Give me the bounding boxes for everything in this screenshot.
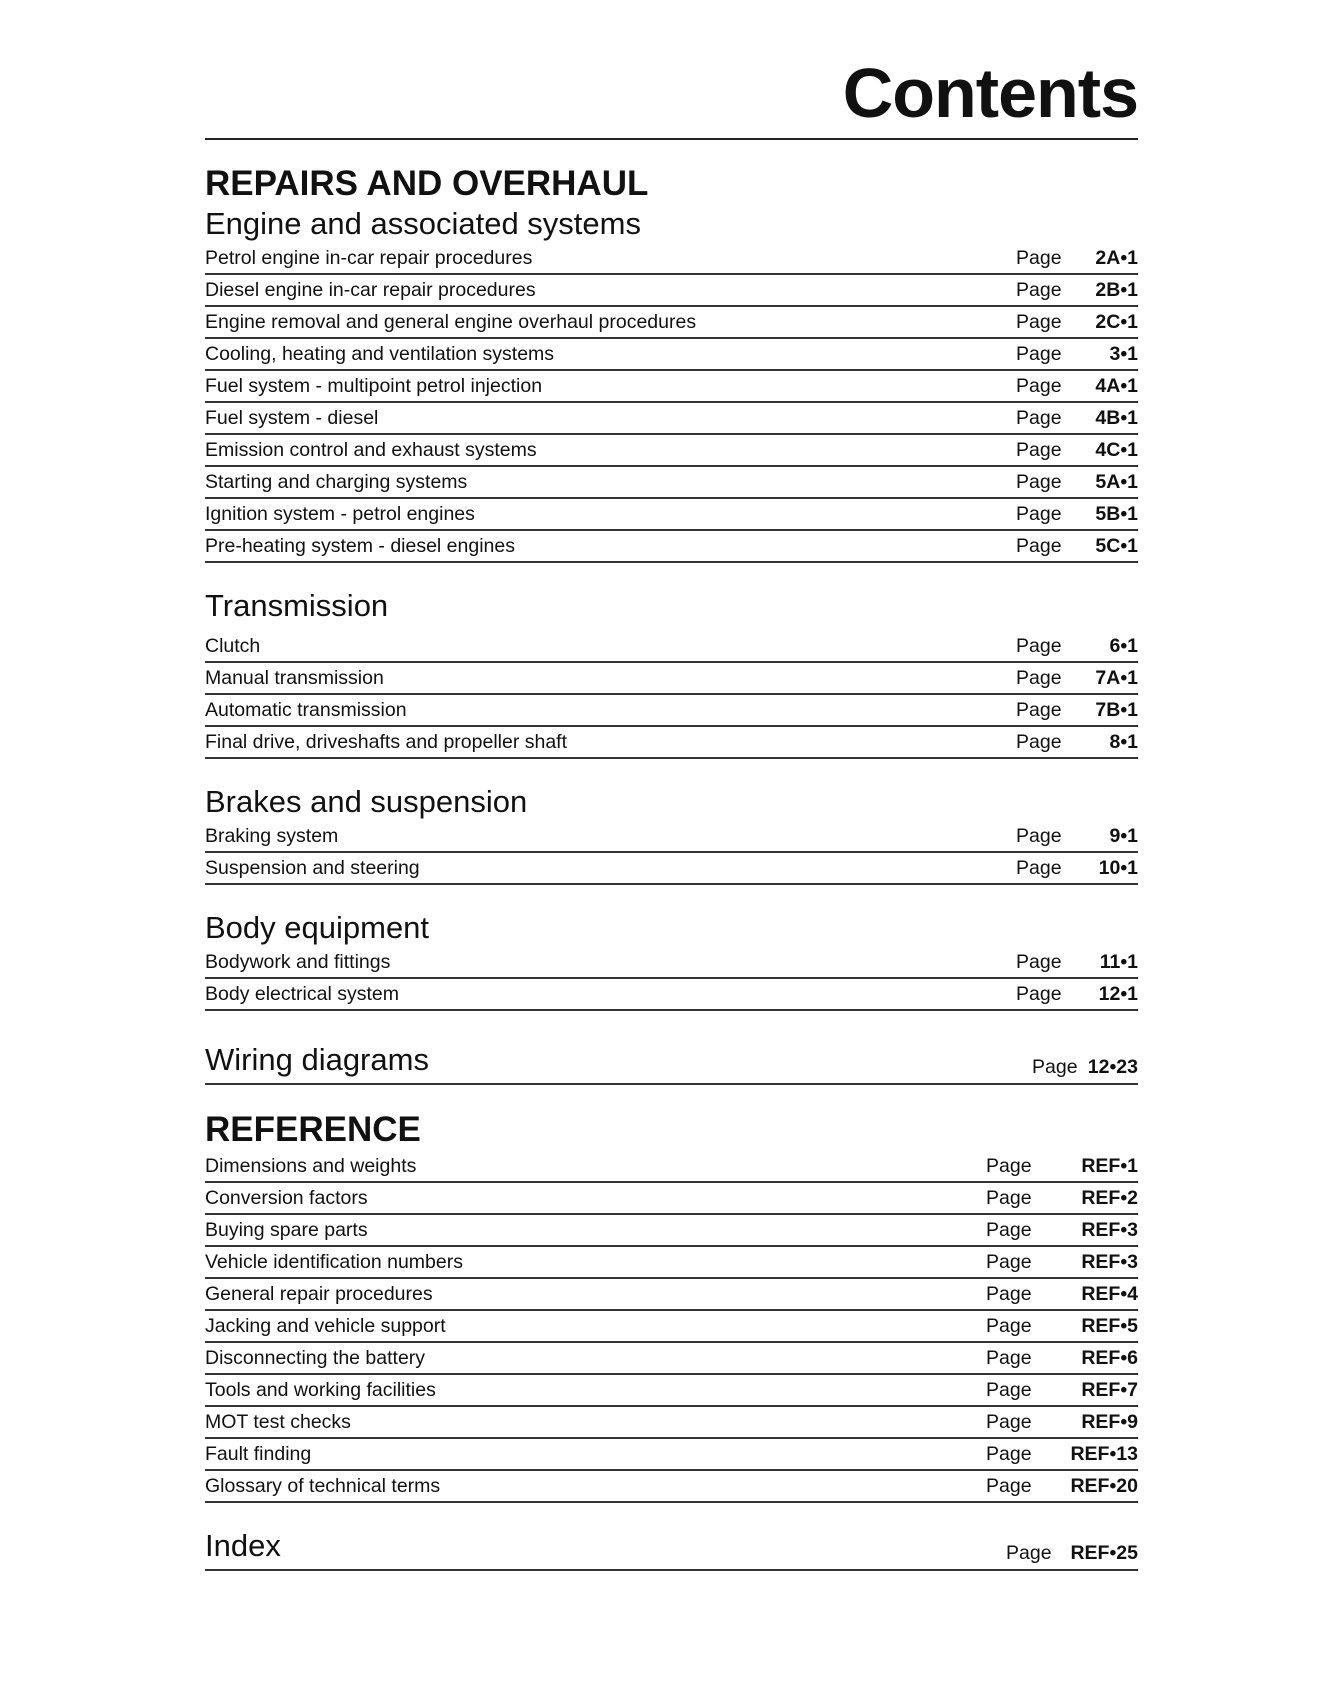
entry-list	[205, 947, 1138, 1011]
page-number: REF•9	[1081, 1411, 1138, 1433]
page-word: Page	[1016, 407, 1062, 429]
page-number: REF•3	[1081, 1219, 1138, 1241]
page-word: Page	[1016, 825, 1062, 847]
entry-title: Dimensions and weights	[205, 1155, 417, 1177]
group-heading: Engine and associated systems	[205, 206, 641, 241]
entry-title: Buying spare parts	[205, 1219, 368, 1241]
page-word: Page	[986, 1219, 1032, 1241]
group-heading: Transmission	[205, 588, 389, 623]
contents-entry	[205, 1439, 1138, 1471]
page-word: Page	[986, 1379, 1032, 1401]
group-heading: Brakes and suspension	[205, 784, 528, 819]
entry-title: Engine removal and general engine overhaul procedures	[205, 311, 697, 333]
page-word: Page	[986, 1187, 1032, 1209]
page-title: Contents	[842, 54, 1138, 132]
page-number: 7A•1	[1095, 667, 1138, 689]
page-number: 10•1	[1098, 857, 1138, 879]
page-word: Page	[1016, 951, 1062, 973]
page-number: REF•4	[1081, 1283, 1138, 1305]
page-number: 12•23	[1087, 1056, 1138, 1078]
entry-title: Manual transmission	[205, 667, 384, 689]
entry-title: Braking system	[205, 825, 339, 847]
reference-heading: REFERENCE	[205, 1110, 421, 1149]
page-number: REF•7	[1081, 1379, 1138, 1401]
contents-entry	[205, 467, 1138, 499]
page-number: REF•2	[1081, 1187, 1138, 1209]
page-number: 3•1	[1109, 343, 1138, 365]
page-number: 2B•1	[1095, 279, 1138, 301]
entry-title: Fuel system - multipoint petrol injection	[205, 375, 543, 397]
entry-title: Starting and charging systems	[205, 471, 468, 493]
page-word: Page	[1016, 857, 1062, 879]
page-number: REF•1	[1081, 1155, 1138, 1177]
page-number: REF•6	[1081, 1347, 1138, 1369]
page-word: Page	[986, 1315, 1032, 1337]
page-word: Page	[1016, 635, 1062, 657]
page-number: REF•3	[1081, 1251, 1138, 1273]
entry-title: Suspension and steering	[205, 857, 420, 879]
contents-entry	[205, 1311, 1138, 1343]
contents-entry	[205, 243, 1138, 275]
contents-entry	[205, 1471, 1138, 1503]
entry-title: Clutch	[205, 635, 261, 657]
entry-title: Final drive, driveshafts and propeller shaft	[205, 731, 568, 753]
contents-entry	[205, 979, 1138, 1011]
entry-list	[205, 821, 1138, 885]
page-word: Page	[1016, 699, 1062, 721]
index-heading: Index	[205, 1528, 281, 1563]
page-number: 12•1	[1098, 983, 1138, 1005]
wiring-diagrams-entry	[205, 1035, 1138, 1085]
page-word: Page	[1016, 247, 1062, 269]
page-word: Page	[1016, 439, 1062, 461]
contents-entry	[205, 631, 1138, 663]
group-body	[205, 909, 1138, 1011]
contents-entry	[205, 307, 1138, 339]
page-number: 4A•1	[1095, 375, 1138, 397]
page-number: 7B•1	[1095, 699, 1138, 721]
entry-list	[205, 243, 1138, 563]
contents-entry	[205, 531, 1138, 563]
entry-title: Bodywork and fittings	[205, 951, 391, 973]
wiring-heading: Wiring diagrams	[205, 1042, 429, 1077]
repairs-heading: REPAIRS AND OVERHAUL	[205, 164, 649, 203]
page-word: Page	[1032, 1056, 1078, 1078]
page-number: REF•25	[1070, 1542, 1138, 1564]
page-word: Page	[986, 1475, 1032, 1497]
contents-entry	[205, 1151, 1138, 1183]
contents-entry	[205, 947, 1138, 979]
page-number: REF•5	[1081, 1315, 1138, 1337]
page-number: 8•1	[1109, 731, 1138, 753]
contents-entry	[205, 727, 1138, 759]
entry-title: Jacking and vehicle support	[205, 1315, 446, 1337]
contents-entry	[205, 1407, 1138, 1439]
contents-entry	[205, 695, 1138, 727]
group-heading: Body equipment	[205, 910, 430, 945]
contents-entry	[205, 339, 1138, 371]
page-number: 11•1	[1099, 951, 1138, 973]
entry-title: Petrol engine in-car repair procedures	[205, 247, 533, 269]
contents-entry	[205, 499, 1138, 531]
page-number: 4B•1	[1095, 407, 1138, 429]
page-word: Page	[1006, 1542, 1052, 1564]
page-word: Page	[1016, 731, 1062, 753]
page-word: Page	[986, 1443, 1032, 1465]
contents-entry	[205, 821, 1138, 853]
contents-body	[205, 163, 1138, 1571]
page-number: 4C•1	[1095, 439, 1138, 461]
entry-list	[205, 631, 1138, 759]
entry-title: Cooling, heating and ventilation systems	[205, 343, 555, 365]
title-rule	[205, 138, 1138, 140]
page-word: Page	[1016, 375, 1062, 397]
page-word: Page	[1016, 471, 1062, 493]
page-word: Page	[986, 1155, 1032, 1177]
page-number: 2C•1	[1095, 311, 1138, 333]
group-transmission	[205, 581, 1138, 759]
entry-list	[205, 1151, 1138, 1503]
entry-title: Diesel engine in-car repair procedures	[205, 279, 536, 301]
page-word: Page	[1016, 503, 1062, 525]
entry-title: Conversion factors	[205, 1187, 368, 1209]
page-word: Page	[1016, 983, 1062, 1005]
page-number: 6•1	[1109, 635, 1138, 657]
page-word: Page	[986, 1411, 1032, 1433]
entry-title: Automatic transmission	[205, 699, 407, 721]
entry-title: General repair procedures	[205, 1283, 433, 1305]
entry-title: Vehicle identification numbers	[205, 1251, 463, 1273]
page-number: 9•1	[1109, 825, 1138, 847]
entry-title: Pre-heating system - diesel engines	[205, 535, 515, 557]
page-word: Page	[1016, 535, 1062, 557]
contents-entry	[205, 1343, 1138, 1375]
page-number: REF•13	[1070, 1443, 1138, 1465]
group-brakes	[205, 783, 1138, 885]
page-word: Page	[986, 1251, 1032, 1273]
entry-title: Fault finding	[205, 1443, 312, 1465]
page-word: Page	[1016, 667, 1062, 689]
page-number: 5B•1	[1095, 503, 1138, 525]
entry-title: Glossary of technical terms	[205, 1475, 441, 1497]
contents-entry	[205, 1215, 1138, 1247]
page-word: Page	[1016, 311, 1062, 333]
contents-entry	[205, 1247, 1138, 1279]
entry-title: Ignition system - petrol engines	[205, 503, 475, 525]
page-word: Page	[1016, 279, 1062, 301]
index-entry	[205, 1521, 1138, 1571]
group-reference	[205, 1109, 1138, 1503]
contents-entry	[205, 853, 1138, 885]
entry-title: Emission control and exhaust systems	[205, 439, 537, 461]
page-number: REF•20	[1070, 1475, 1138, 1497]
page-word: Page	[986, 1347, 1032, 1369]
contents-entry	[205, 435, 1138, 467]
contents-entry	[205, 1279, 1138, 1311]
page-word: Page	[986, 1283, 1032, 1305]
entry-title: MOT test checks	[205, 1411, 351, 1433]
page-number: 2A•1	[1095, 247, 1138, 269]
contents-entry	[205, 403, 1138, 435]
page-word: Page	[1016, 343, 1062, 365]
entry-title: Fuel system - diesel	[205, 407, 379, 429]
contents-entry	[205, 663, 1138, 695]
page-number: 5A•1	[1095, 471, 1138, 493]
entry-title: Tools and working facilities	[205, 1379, 436, 1401]
entry-title: Body electrical system	[205, 983, 399, 1005]
entry-title: Disconnecting the battery	[205, 1347, 426, 1369]
contents-entry	[205, 1375, 1138, 1407]
group-engine	[205, 205, 1138, 563]
contents-entry	[205, 371, 1138, 403]
page-number: 5C•1	[1095, 535, 1138, 557]
contents-entry	[205, 275, 1138, 307]
contents-entry	[205, 1183, 1138, 1215]
